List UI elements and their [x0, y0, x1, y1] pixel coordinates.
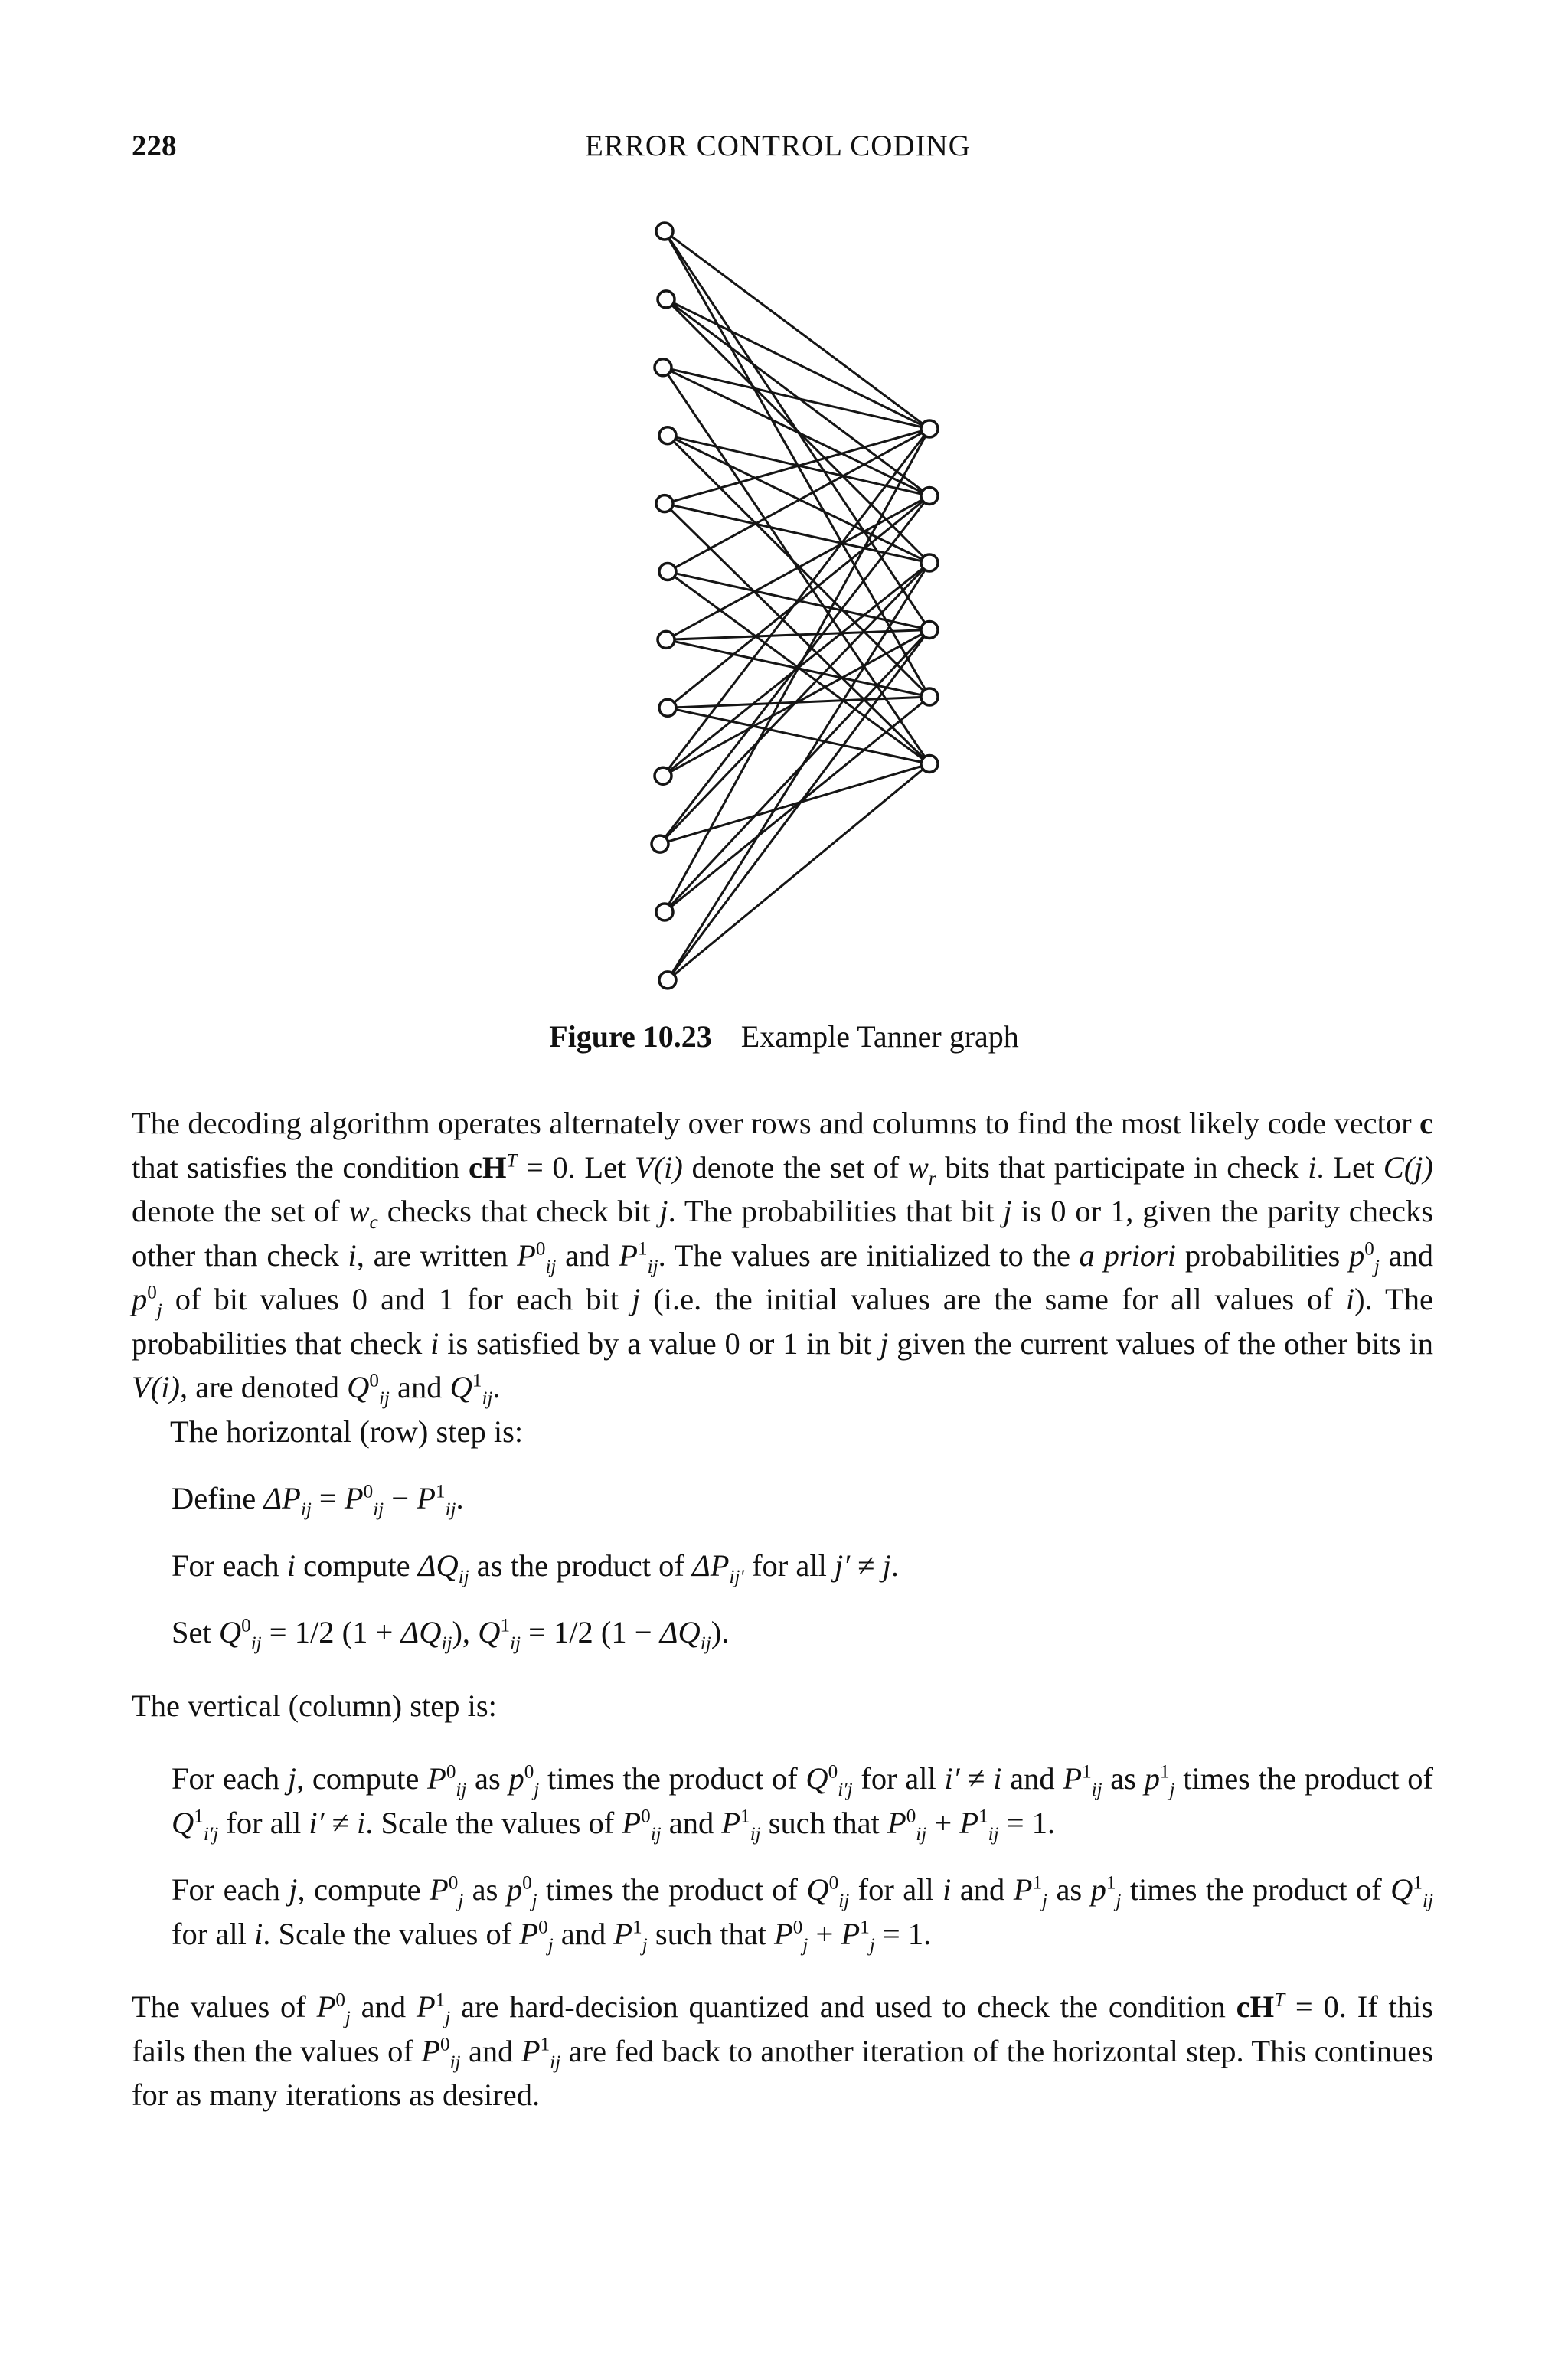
graph-edge [666, 496, 929, 640]
graph-edge [665, 697, 929, 912]
figure-label: Figure 10.23 [549, 1019, 712, 1054]
bit-node [655, 359, 671, 376]
figure-caption [0, 1018, 1568, 1054]
bit-node [656, 904, 673, 920]
graph-edge [660, 496, 929, 845]
check-node [921, 420, 938, 437]
graph-edge [663, 368, 929, 764]
running-title: ERROR CONTROL CODING [585, 129, 971, 162]
bit-node [659, 427, 676, 444]
graph-edge [666, 630, 929, 640]
vertical-steps [132, 1757, 1433, 1956]
graph-edge [665, 504, 929, 563]
horizontal-intro: The horizontal (row) step is: [170, 1414, 524, 1449]
bit-node [658, 631, 675, 648]
paragraph-conclusion: The values of $P^0_j$ and $P^1_j$ are hard-decision quantized and used to check the condition $cH^T = 0$. If this fails then the values of $P^0_{ij}$ and $P^1_{ij}$ are fed back to another iteration of the horizontal step. This continues for as many iterations as desired. [132, 1989, 1433, 2112]
graph-edge [666, 299, 929, 429]
step-vertical-1: For each j, compute $P^0_{ij}$ as $p^0_j$ times the product of $Q^0_{i'j}$ for all i′ ≠ i and $P^1_{ij}$ as $p^1_j$ times the product of $Q^1_{i'j}$ for all i′ ≠ i. Scale the values of $P^0_{ij}$ and $P^1_{ij}$ such that $P^0_{ij} + P^1_{ij} = 1$. [172, 1761, 1433, 1845]
bit-node [655, 767, 671, 784]
step-set: Set $Q^0_{ij} = 1/2$ $(1 + \Delta Q_{ij})$, $Q^1_{ij} = 1/2$ $(1 - \Delta Q_{ij})$. [172, 1615, 730, 1655]
bit-node [652, 835, 668, 852]
step-compute: For each i compute $\Delta Q_{ij}$ as the product of $\Delta P_{ij'}$ for all j′ ≠ j. [172, 1548, 900, 1587]
vertical-intro: The vertical (column) step is: [132, 1688, 497, 1723]
graph-edge [668, 630, 929, 980]
step-vertical-2: For each j, compute $P^0_j$ as $p^0_j$ times the product of $Q^0_{ij}$ for all i and $P^1_j$ as $p^1_j$ times the product of $Q^1_{ij}$ for all i. Scale the values of $P^0_j$ and $P^1_j$ such that $P^0_j + P^1_j = 1$. [172, 1872, 1433, 1956]
bit-node [658, 291, 675, 308]
bit-node [656, 495, 673, 512]
check-node [921, 622, 938, 639]
check-node [921, 488, 938, 505]
step-define: Define $\Delta P_{ij} = P^0_{ij} - P^1_{ij}$. [172, 1481, 464, 1521]
bit-node [659, 564, 676, 580]
figure-title: Example Tanner graph [740, 1019, 1019, 1054]
check-node [921, 554, 938, 571]
graph-edge [668, 563, 929, 980]
tanner-graph [0, 0, 1568, 995]
body-text [132, 1101, 1433, 2117]
bit-node [656, 223, 673, 240]
page-number: 228 [132, 129, 177, 162]
horizontal-steps [132, 1476, 1433, 1655]
check-node [921, 688, 938, 705]
bit-node [659, 972, 676, 989]
tanner-graph-figure [0, 0, 1568, 995]
check-node [921, 756, 938, 773]
graph-edge [663, 368, 929, 496]
paragraph-decoding: The decoding algorithm operates alternately over rows and columns to find the most likely code vector c that satisfies the condition $cH^T = 0$. Let V(i) denote the set of $w_r$ bits that participate in check i. Let C(j) denote the set of $w_c$ checks that check bit j. The probabilities that bit j is 0 or 1, given the parity checks other than check i, are written $P^0_{ij}$ and $P^1_{ij}$. The values are initialized to the a priori probabilities $p^0_j$ and $p^0_j$ of bit values 0 and 1 for each bit j (i.e. the initial values are the same for all values of i). The probabilities that check i is satisfied by a value 0 or 1 in bit j given the current values of the other bits in V(i), are denoted $Q^0_{ij}$ and $Q^1_{ij}$. [132, 1106, 1434, 1410]
bit-node [659, 699, 676, 716]
